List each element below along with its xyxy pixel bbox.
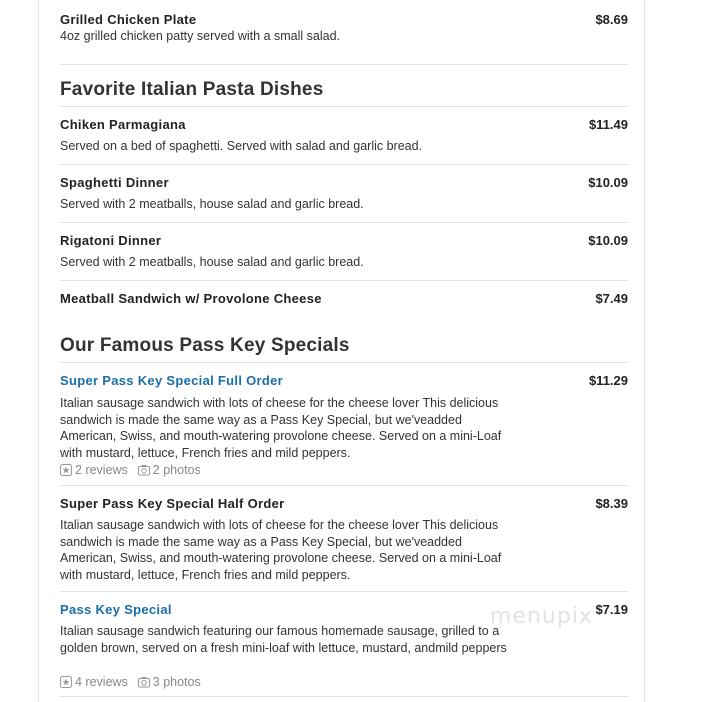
menu-item-description: Italian sausage sandwich featuring our famous homemade sausage, grilled to a golden brown, served on a fresh mini-loaf with lettuce, mustard, andmild peppers [60,624,507,655]
menu-item-description: 4oz grilled chicken patty served with a small salad. [60,29,340,43]
menu-item-name: Spaghetti Dinner [60,175,169,190]
menu-item-price: $10.09 [588,233,628,248]
right-border-line [644,0,645,702]
menu-item [60,107,628,165]
menu-item-price: $8.69 [595,12,628,27]
menu-item-name: Grilled Chicken Plate [60,12,197,27]
camera-icon [138,676,150,688]
menu-item-description: Italian sausage sandwich with lots of cheese for the cheese lover This delicious sandwich is made the same way as a Pass Key Special, but we'veadded American, Swiss, and mouth-watering provolone cheese. Served on a mini-Loaf with mustard, lettuce, French fries and mild peppers. [60,396,502,460]
menu-item-description: Served with 2 meatballs, house salad and garlic bread. [60,197,364,211]
menu-item-price: $10.09 [588,175,628,190]
section-header [60,65,628,107]
menu-item-name: Meatball Sandwich w/ Provolone Cheese [60,291,322,306]
left-border-line [38,0,39,702]
menu-item [60,0,628,65]
reviews-link[interactable]: 4 reviews [60,675,128,689]
menu-item-description: Italian sausage sandwich with lots of cheese for the cheese lover This delicious sandwich is made the same way as a Pass Key Special, but we'veadded American, Swiss, and mouth-watering provolone cheese. Served on a mini-Loaf with mustard, lettuce, French fries and mild peppers. [60,518,502,582]
menu-item [60,223,628,281]
menu-item-name: Rigatoni Dinner [60,233,162,248]
menu-item [60,165,628,223]
menu-item-description: Served with 2 meatballs, house salad and garlic bread. [60,255,364,269]
menu-item-price: $11.29 [588,373,628,388]
reviews-link[interactable]: 2 reviews [60,463,128,477]
menu-item-name: Super Pass Key Special Half Order [60,496,285,511]
review-icon [60,464,72,476]
menu-list [60,0,628,697]
camera-icon [138,464,150,476]
watermark-logo: menupix [490,604,593,629]
menu-item-name-link[interactable]: Super Pass Key Special Full Order [60,373,284,388]
section-title: Our Famous Pass Key Specials [60,335,350,356]
menu-item [60,363,628,486]
menu-item-meta [60,463,201,477]
menu-item-name: Chiken Parmagiana [60,117,186,132]
photos-link[interactable]: 3 photos [138,675,201,689]
menu-item-price: $11.49 [588,117,628,132]
menu-item [60,486,628,592]
menu-item-price: $7.19 [595,602,628,617]
menu-item-price: $7.49 [595,291,628,306]
menu-item-name-link[interactable]: Pass Key Special [60,602,172,617]
menu-item-price: $8.39 [595,496,628,511]
photos-link[interactable]: 2 photos [138,463,201,477]
menu-item-meta [60,675,201,689]
menu-item [60,281,628,312]
review-icon [60,676,72,688]
section-header [60,312,628,363]
menu-item-description: Served on a bed of spaghetti. Served with salad and garlic bread. [60,139,423,153]
section-title: Favorite Italian Pasta Dishes [60,79,324,100]
